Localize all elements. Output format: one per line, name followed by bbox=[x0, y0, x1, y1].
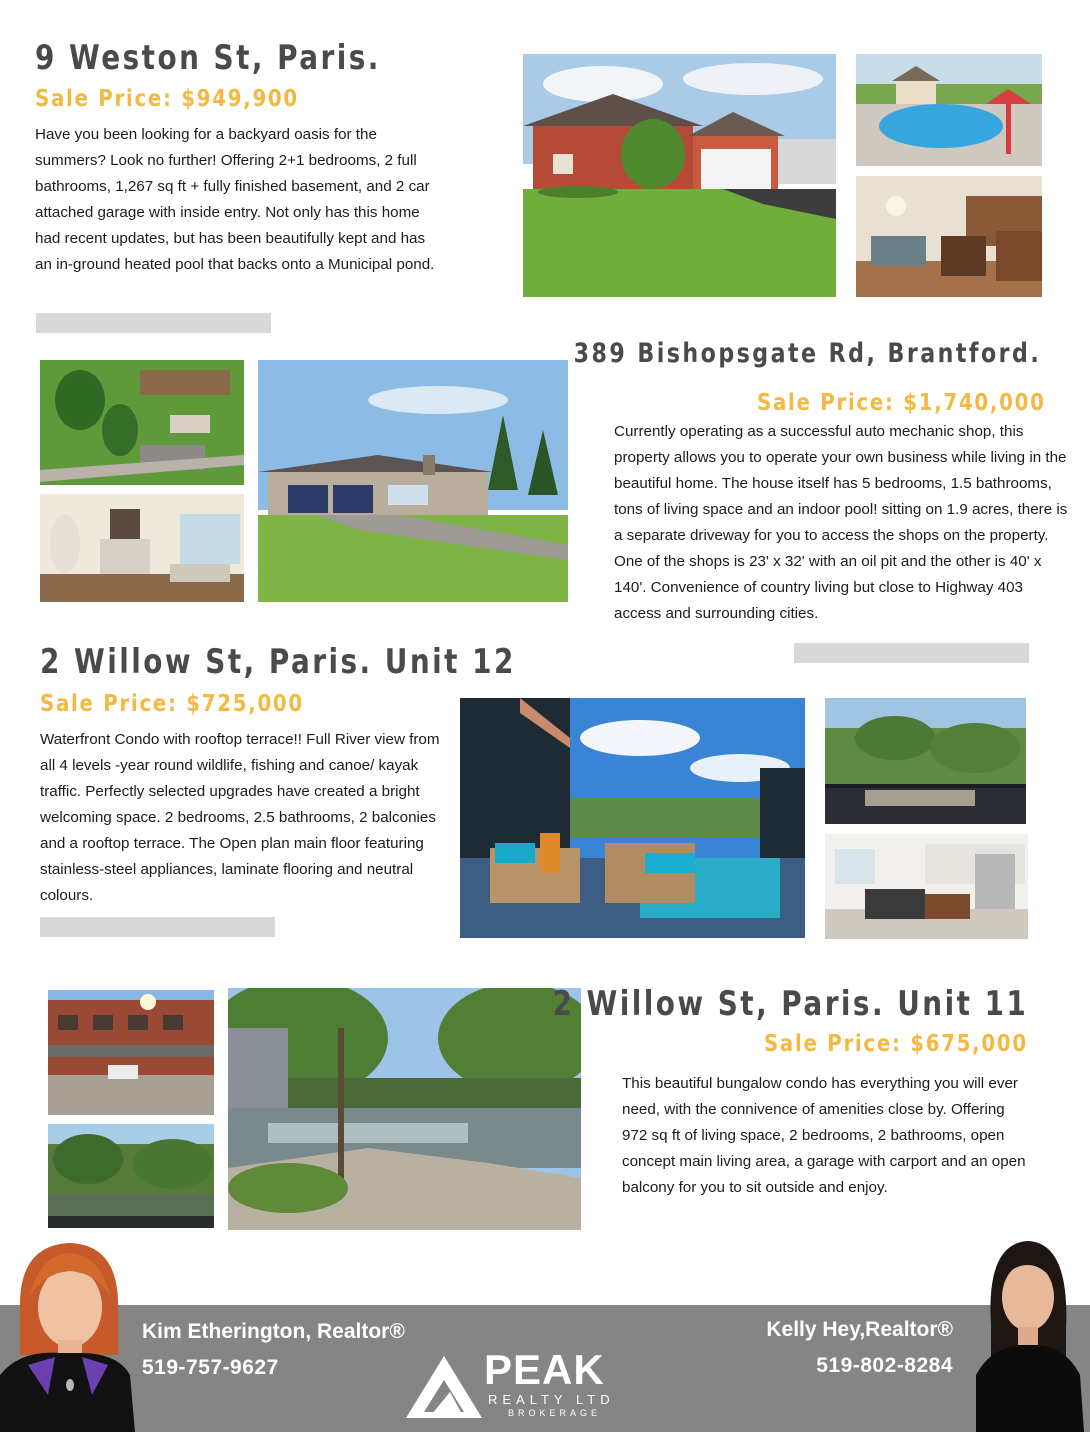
listing-1-interior-photo bbox=[856, 176, 1042, 297]
listing-2-living-room-photo bbox=[40, 494, 244, 602]
listing-3-river-view-photo bbox=[825, 698, 1026, 824]
listing-4-description: This beautiful bungalow condo has everything you will ever need, with the connivence of amenities close by. Offering 972 sq ft of living space, 2 bedrooms, 2 bathrooms, open concept main living area, a garage with carport and an open balcony for you to sit outside and enjoy. bbox=[622, 1075, 1026, 1196]
agent-left-phone[interactable]: 519-757-9627 bbox=[142, 1356, 279, 1379]
logo-name: PEAK bbox=[484, 1346, 605, 1393]
agent-left-portrait bbox=[0, 1235, 135, 1432]
listing-2-placeholder-bar bbox=[794, 643, 1029, 663]
listing-3-description: Waterfront Condo with rooftop terrace!! Full River view from all 4 levels -year round wildlife, fishing and canoe/ kayak traffic. Perfectly selected upgrades have created a bright welcoming space. 2 bedrooms, 2.5 bathrooms, 2 balconies and a rooftop terrace. The Open plan main floor featuring stainless-steel appliances, laminate flooring and neutral colours. bbox=[40, 731, 440, 904]
listing-2-address: 389 Bishopsgate Rd, Brantford. bbox=[573, 338, 1041, 369]
listing-2-aerial-photo bbox=[40, 360, 244, 485]
peak-realty-logo bbox=[404, 1346, 664, 1422]
listing-3-kitchen-photo bbox=[825, 834, 1028, 939]
listing-4-river-photo-small bbox=[48, 1124, 214, 1228]
listing-1-address: 9 Weston St, Paris. bbox=[35, 38, 381, 78]
agent-left-name: Kim Etherington, Realtor® bbox=[142, 1320, 405, 1343]
peak-mountain-icon bbox=[404, 1352, 484, 1422]
agent-right-phone[interactable]: 519-802-8284 bbox=[816, 1354, 953, 1377]
listing-1-description: Have you been looking for a backyard oasis for the summers? Look no further! Offering 2+1 bedrooms, 2 full bathrooms, 1,267 sq ft + fully finished basement, and 2 car attached garage with inside entry. Not only has this home had recent updates, but has been beautifully kept and has an in-ground heated pool that backs onto a Municipal pond. bbox=[35, 126, 435, 273]
listing-1-placeholder-bar bbox=[36, 313, 271, 333]
listing-4-river-photo-main bbox=[228, 988, 581, 1230]
listing-3-address: 2 Willow St, Paris. Unit 12 bbox=[40, 642, 516, 682]
listing-4-address: 2 Willow St, Paris. Unit 11 bbox=[552, 984, 1028, 1024]
listing-2-main-photo bbox=[258, 360, 568, 602]
logo-line1: REALTY LTD bbox=[488, 1392, 615, 1407]
agent-right-name: Kelly Hey,Realtor® bbox=[766, 1318, 953, 1341]
listing-3-placeholder-bar bbox=[40, 917, 275, 937]
logo-line2: BROKERAGE bbox=[508, 1408, 602, 1418]
listing-1-pool-photo bbox=[856, 54, 1042, 166]
listing-2-price: Sale Price: $1,740,000 bbox=[757, 390, 1046, 416]
listing-1-price: Sale Price: $949,900 bbox=[35, 86, 299, 112]
agent-right-portrait bbox=[966, 1235, 1090, 1432]
listing-2-description: Currently operating as a successful auto mechanic shop, this property allows you to operate your own business while living in the beautiful home. The house itself has 5 bedrooms, 1.5 bathrooms, tons of living space and an indoor pool! sitting on 1.9 acres, there is a separate driveway for you to access the shops on the property. One of the shops is 23' x 32' with an oil pit and the other is 40' x 140'. Convenience of country living but close to Highway 403 access and surrounding cities. bbox=[614, 423, 1068, 622]
listing-3-price: Sale Price: $725,000 bbox=[40, 691, 304, 717]
listing-4-building-photo bbox=[48, 990, 214, 1115]
listing-3-rooftop-terrace-photo bbox=[460, 698, 805, 938]
listing-1-main-photo bbox=[523, 54, 836, 297]
listing-4-price: Sale Price: $675,000 bbox=[764, 1031, 1028, 1057]
